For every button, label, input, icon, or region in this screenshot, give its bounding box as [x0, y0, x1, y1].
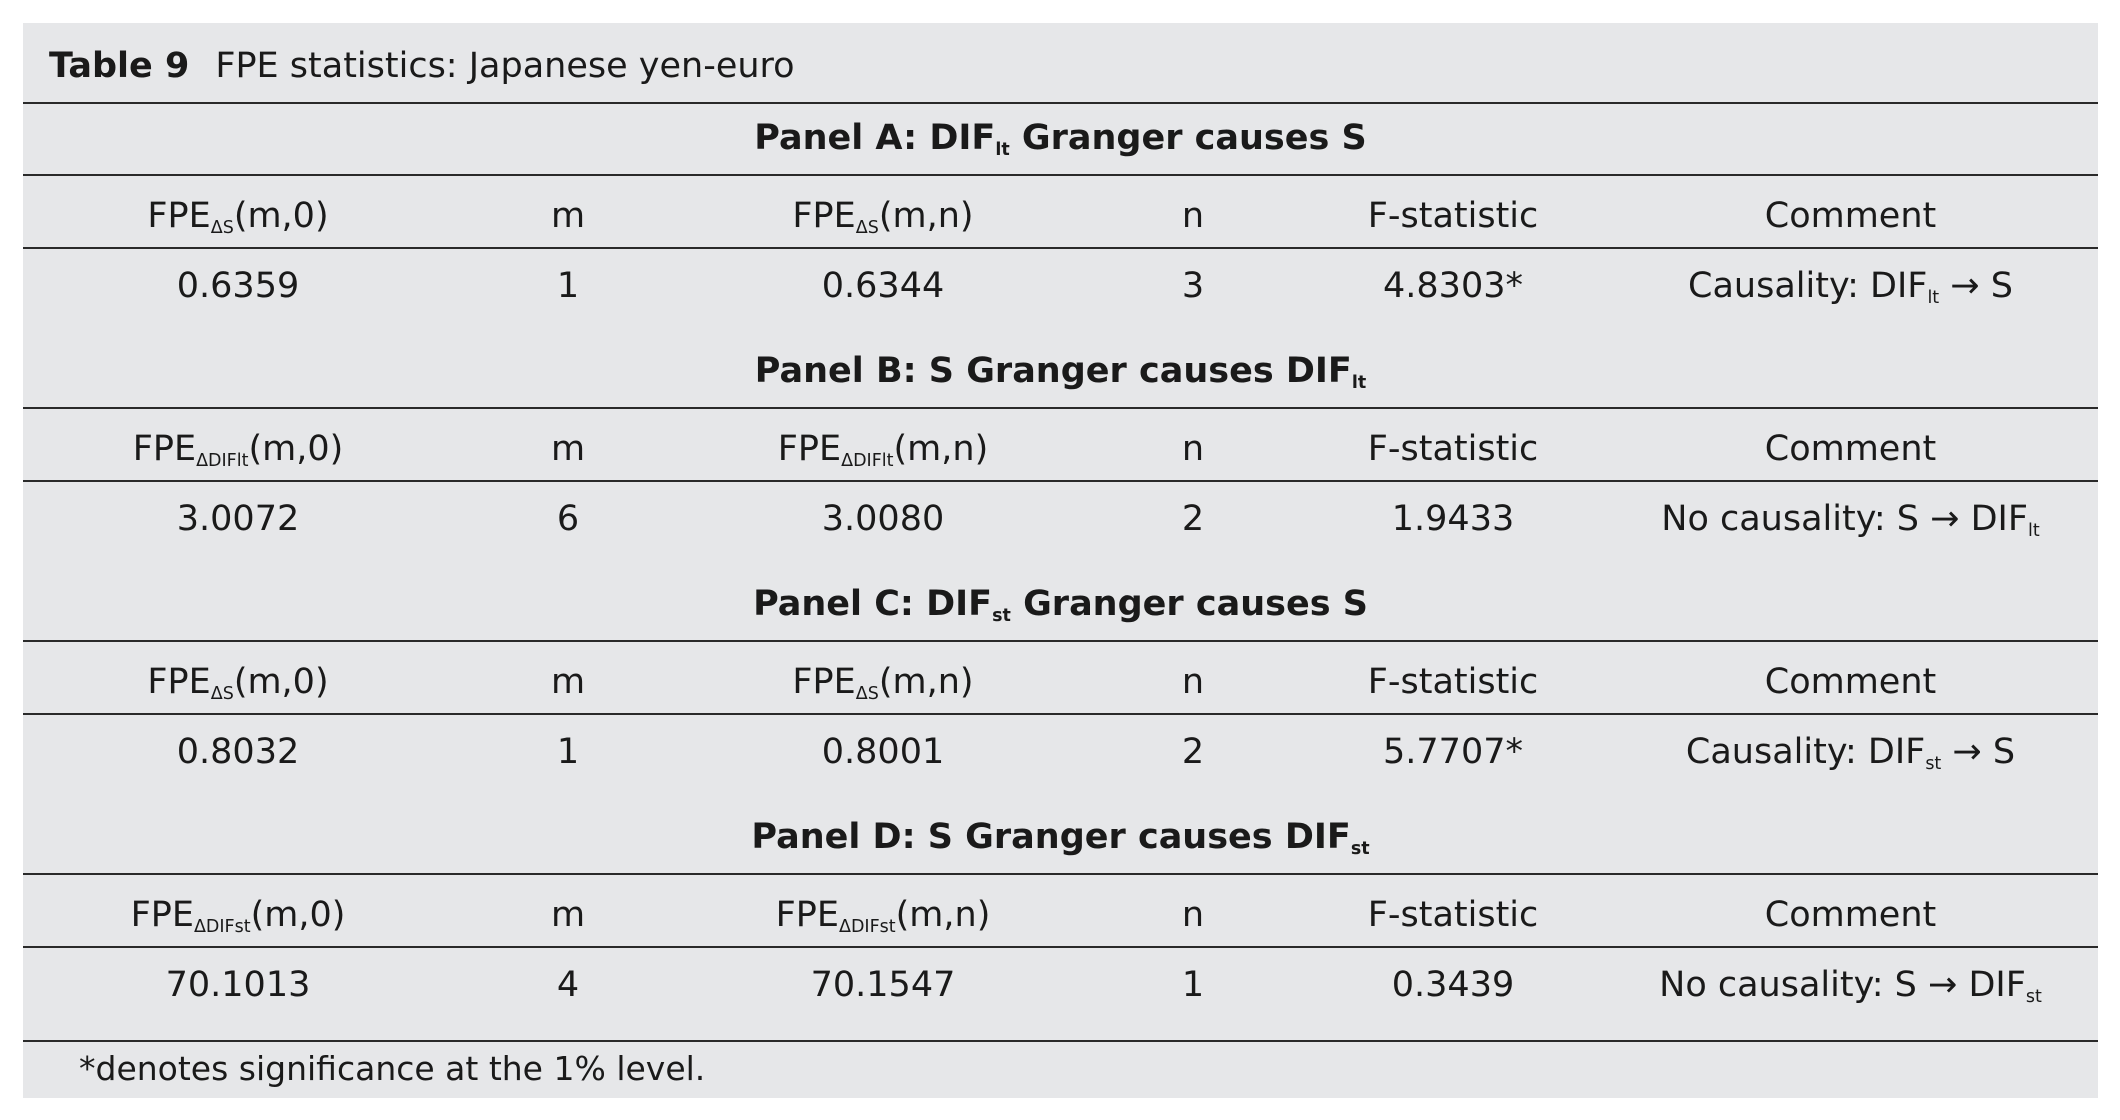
header-f-statistic: F-statistic — [1367, 895, 1539, 935]
value-n: 1 — [1181, 965, 1205, 1005]
panel-a-top-rule — [23, 174, 2098, 176]
header-fpe-base: FPE — [775, 895, 839, 935]
value-f-statistic: 0.3439 — [1391, 965, 1515, 1005]
comment-text-end: → S — [1939, 266, 2013, 306]
panel-title-subscript: st — [992, 606, 1011, 627]
value-fpe-m0: 70.1013 — [165, 965, 311, 1005]
header-fpe-m0 — [23, 662, 453, 705]
header-fpe-args: (m,0) — [233, 662, 329, 702]
header-fpe-base: FPE — [147, 662, 211, 702]
header-fpe-mn — [683, 662, 1083, 705]
panel-title-text-end: Granger causes S — [1010, 584, 1368, 624]
header-f-statistic: F-statistic — [1367, 429, 1539, 469]
header-n: n — [1181, 196, 1205, 236]
value-fpe-mn: 0.6344 — [821, 266, 945, 306]
panel-d-header-rule — [23, 946, 2098, 948]
header-fpe-subscript: ΔDIFlt — [196, 451, 249, 472]
header-fpe-args: (m,n) — [878, 662, 974, 702]
header-fpe-args: (m,0) — [233, 196, 329, 236]
header-fpe-args: (m,0) — [250, 895, 346, 935]
panel-c-title — [23, 584, 2098, 627]
panel-c-top-rule — [23, 640, 2098, 642]
header-m: m — [550, 895, 586, 935]
panel-title-subscript: lt — [995, 140, 1010, 161]
value-m: 1 — [556, 732, 580, 772]
panel-a-header-rule — [23, 247, 2098, 249]
comment-text: Causality: DIF — [1685, 732, 1926, 772]
header-m: m — [550, 429, 586, 469]
panel-d-top-rule — [23, 873, 2098, 875]
panel-d-title — [23, 817, 2098, 860]
header-fpe-args: (m,n) — [895, 895, 991, 935]
value-fpe-mn: 70.1547 — [810, 965, 956, 1005]
header-comment: Comment — [1764, 662, 1937, 702]
comment-subscript: lt — [1927, 288, 1940, 309]
table-label: Table 9 — [49, 46, 190, 86]
header-fpe-base: FPE — [792, 662, 856, 702]
panel-title-text: Panel A: DIF — [754, 118, 996, 158]
table-footnote: *denotes significance at the 1% level. — [79, 1049, 706, 1088]
value-n: 2 — [1181, 732, 1205, 772]
value-n: 2 — [1181, 499, 1205, 539]
panel-title-subscript: lt — [1351, 373, 1367, 394]
value-fpe-m0: 0.6359 — [176, 266, 300, 306]
comment-text-end: → S — [1941, 732, 2016, 772]
value-n: 3 — [1181, 266, 1205, 306]
bottom-rule — [23, 1040, 2098, 1042]
header-f-statistic: F-statistic — [1367, 196, 1539, 236]
header-fpe-base: FPE — [147, 196, 211, 236]
value-f-statistic: 5.7707* — [1383, 732, 1523, 772]
value-comment — [1603, 965, 2098, 1008]
header-fpe-m0 — [23, 895, 453, 938]
header-fpe-subscript: ΔS — [855, 684, 879, 705]
header-fpe-subscript: ΔDIFst — [838, 917, 896, 938]
comment-text: No causality: S → DIF — [1659, 965, 2026, 1005]
value-comment — [1603, 266, 2098, 309]
panel-title-text-end: Granger causes S — [1009, 118, 1367, 158]
header-fpe-base: FPE — [130, 895, 194, 935]
header-comment: Comment — [1764, 429, 1937, 469]
value-m: 1 — [556, 266, 580, 306]
comment-subscript: st — [2025, 987, 2042, 1008]
header-n: n — [1181, 429, 1205, 469]
comment-subscript: st — [1925, 754, 1942, 775]
header-m: m — [550, 662, 586, 702]
header-n: n — [1181, 662, 1205, 702]
value-fpe-m0: 3.0072 — [176, 499, 300, 539]
header-m: m — [550, 196, 586, 236]
value-m: 6 — [556, 499, 580, 539]
header-fpe-subscript: ΔS — [855, 218, 879, 239]
header-comment: Comment — [1764, 196, 1937, 236]
panel-title-text: Panel B: S Granger causes DIF — [754, 351, 1352, 391]
header-fpe-base: FPE — [777, 429, 842, 469]
panel-c-header-rule — [23, 713, 2098, 715]
panel-b-header-rule — [23, 480, 2098, 482]
comment-text: No causality: S → DIF — [1661, 499, 2028, 539]
table-title: FPE statistics: Japanese yen-euro — [215, 46, 795, 86]
panel-title-text: Panel D: S Granger causes DIF — [751, 817, 1351, 857]
value-f-statistic: 1.9433 — [1391, 499, 1515, 539]
header-fpe-subscript: ΔS — [210, 218, 234, 239]
header-fpe-mn — [683, 429, 1083, 472]
header-fpe-base: FPE — [132, 429, 197, 469]
header-fpe-m0 — [23, 196, 453, 239]
value-m: 4 — [556, 965, 580, 1005]
header-fpe-base: FPE — [792, 196, 856, 236]
header-comment: Comment — [1764, 895, 1937, 935]
header-fpe-mn — [683, 895, 1083, 938]
panel-a-title — [23, 118, 2098, 161]
header-fpe-subscript: ΔDIFlt — [841, 451, 894, 472]
value-fpe-mn: 0.8001 — [821, 732, 945, 772]
value-f-statistic: 4.8303* — [1383, 266, 1523, 306]
header-fpe-mn — [683, 196, 1083, 239]
header-fpe-m0 — [23, 429, 453, 472]
value-fpe-mn: 3.0080 — [821, 499, 945, 539]
header-f-statistic: F-statistic — [1367, 662, 1539, 702]
panel-title-text: Panel C: DIF — [753, 584, 993, 624]
value-comment — [1603, 499, 2098, 542]
comment-text: Causality: DIF — [1688, 266, 1928, 306]
header-n: n — [1181, 895, 1205, 935]
header-fpe-subscript: ΔS — [210, 684, 234, 705]
value-comment — [1603, 732, 2098, 775]
caption-rule — [23, 102, 2098, 104]
table-caption — [49, 37, 795, 95]
comment-subscript: lt — [2028, 521, 2040, 542]
header-fpe-args: (m,0) — [248, 429, 344, 469]
header-fpe-args: (m,n) — [878, 196, 974, 236]
panel-b-title — [23, 351, 2098, 394]
fpe-statistics-table — [23, 23, 2098, 1098]
header-fpe-args: (m,n) — [893, 429, 989, 469]
header-fpe-subscript: ΔDIFst — [193, 917, 251, 938]
value-fpe-m0: 0.8032 — [176, 732, 300, 772]
panel-title-subscript: st — [1350, 839, 1370, 860]
panel-b-top-rule — [23, 407, 2098, 409]
